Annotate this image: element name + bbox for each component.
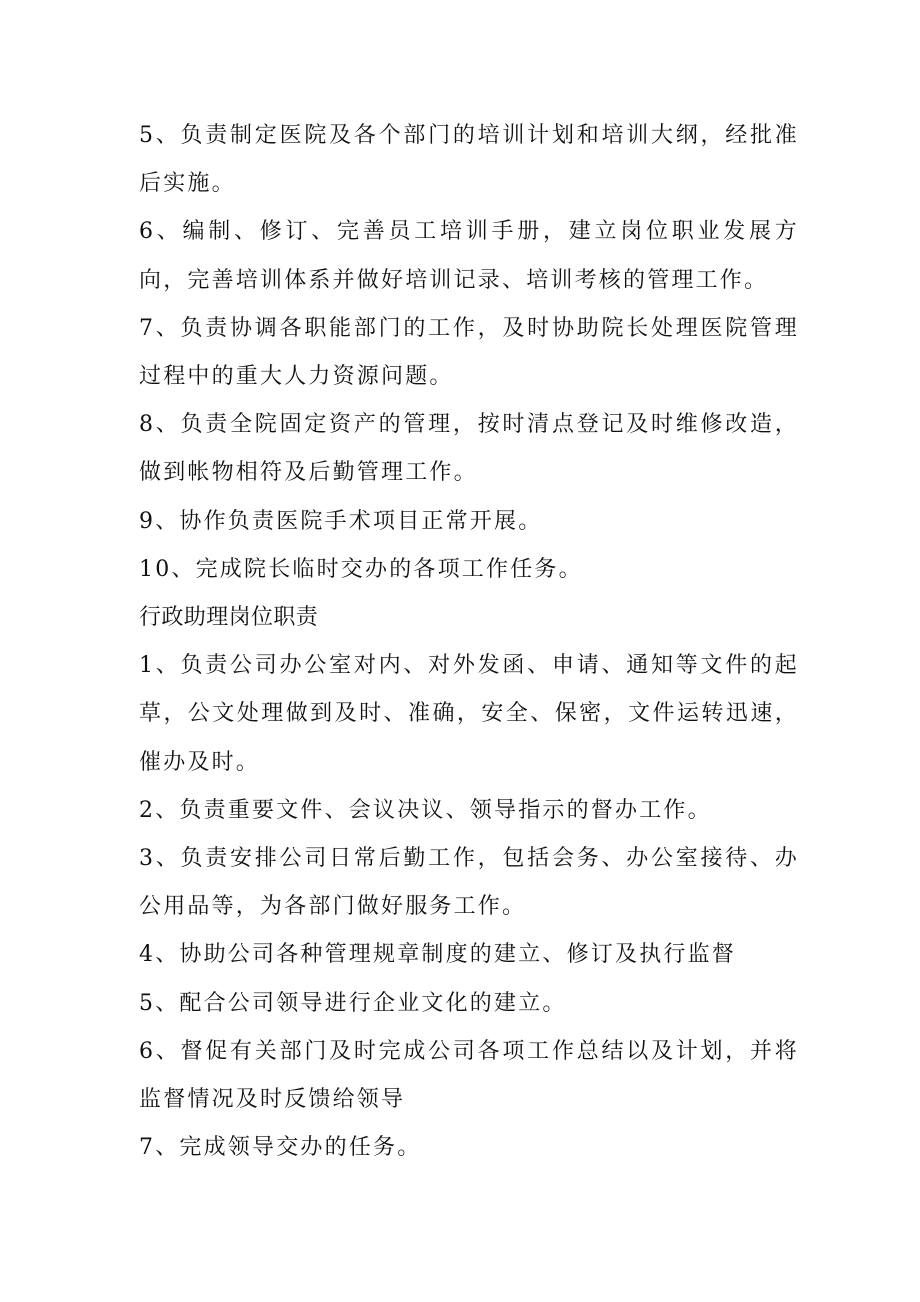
paragraph-item-10-assigned-tasks: 10、完成院长临时交办的各项工作任务。: [139, 556, 583, 582]
paragraph-item-6-training-manual: 6、编制、修订、完善员工培训手册，建立岗位职业发展方向，完善培训体系并做好培训记录、培训考核的管理工作。: [139, 219, 799, 293]
paragraph-item-2-supervision: 2、负责重要文件、会议决议、领导指示的督办工作。: [139, 797, 712, 823]
paragraph-item-6-work-summary: 6、督促有关部门及时完成公司各项工作总结以及计划，并将监督情况及时反馈给领导: [139, 1038, 799, 1113]
paragraph-item-7-leader-tasks: 7、完成领导交办的任务。: [139, 1135, 422, 1161]
paragraph-item-5-corporate-culture: 5、配合公司领导进行企业文化的建立。: [139, 990, 567, 1016]
document-body: [139, 112, 799, 1172]
paragraph-item-1-document-drafting: 1、负责公司办公室对内、对外发函、申请、通知等文件的起草，公文处理做到及时、准确，安全、保密，文件运转迅速，催办及时。: [139, 653, 799, 775]
paragraph-item-8-fixed-assets: 8、负责全院固定资产的管理，按时清点登记及时维修改造，做到帐物相符及后勤管理工作。: [139, 412, 799, 486]
paragraph-item-9-surgery-projects: 9、协作负责医院手术项目正常开展。: [139, 508, 543, 534]
paragraph-item-3-logistics: 3、负责安排公司日常后勤工作，包括会务、办公室接待、办公用品等，为各部门做好服务工作。: [139, 846, 799, 920]
paragraph-item-7-coordination: 7、负责协调各职能部门的工作，及时协助院长处理医院管理过程中的重大人力资源问题。: [139, 315, 799, 390]
section-heading-admin-assistant-duties: 行政助理岗位职责: [139, 605, 319, 631]
paragraph-item-5-training-plan: 5、负责制定医院及各个部门的培训计划和培训大纲，经批准后实施。: [139, 123, 799, 197]
paragraph-item-4-regulations: 4、协助公司各种管理规章制度的建立、修订及执行监督: [139, 942, 736, 968]
